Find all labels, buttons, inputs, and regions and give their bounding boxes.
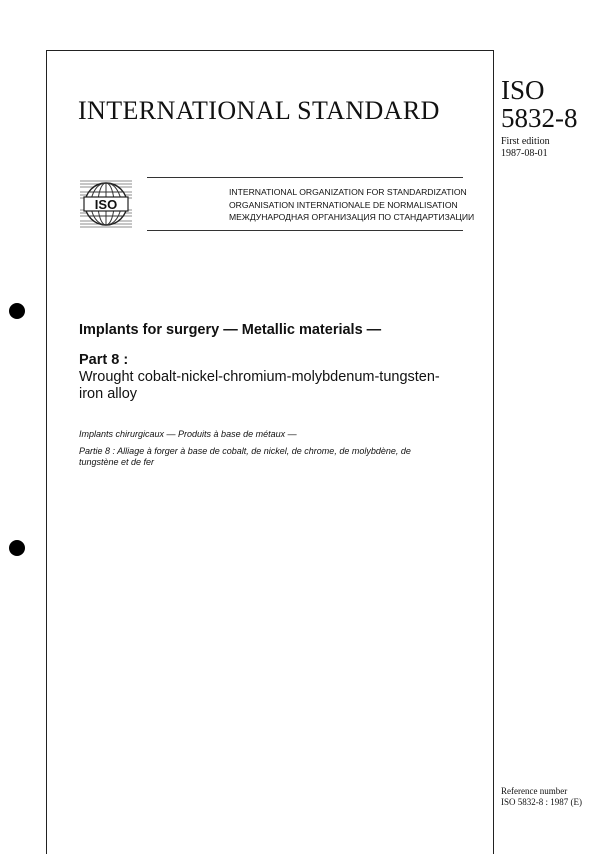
edition: First edition — [501, 136, 550, 147]
edition-date: 1987-08-01 — [501, 148, 548, 159]
org-name-english: INTERNATIONAL ORGANIZATION FOR STANDARDIZATION — [229, 187, 467, 197]
document-title: INTERNATIONAL STANDARD — [78, 96, 440, 125]
part-subtitle — [79, 369, 440, 403]
part-label: Part 8 : — [79, 352, 129, 368]
header-rule-bottom — [147, 230, 463, 231]
header-rule-top — [147, 177, 463, 178]
iso-logo-icon — [80, 178, 132, 230]
part-subtitle-line-2: iron alloy — [79, 386, 138, 402]
reference-block — [501, 786, 582, 807]
reference-number: ISO 5832-8 : 1987 (E) — [501, 796, 582, 807]
logo-text: ISO — [94, 197, 118, 212]
reference-label: Reference number — [501, 786, 568, 796]
french-part-title — [79, 446, 411, 468]
french-title: Implants chirurgicaux — Produits à base de métaux — — [79, 429, 297, 439]
iso-label: ISO — [501, 75, 545, 105]
main-title: Implants for surgery — Metallic materials — — [79, 322, 382, 338]
organization-names — [229, 186, 474, 224]
punch-hole-top — [9, 303, 25, 319]
org-name-french: ORGANISATION INTERNATIONALE DE NORMALISATION — [229, 199, 458, 210]
org-name-russian: МЕЖДУНАРОДНАЯ ОРГАНИЗАЦИЯ ПО СТАНДАРТИЗАЦИИ — [229, 212, 475, 222]
part-subtitle-line-1: Wrought cobalt-nickel-chromium-molybdenum-tungsten- — [79, 369, 440, 385]
standard-number: 5832-8 — [501, 103, 578, 133]
french-part-line-2: tungstène et de fer — [79, 457, 155, 467]
french-part-line-1: Partie 8 : Alliage à forger à base de cobalt, de nickel, de chrome, de molybdène, de — [79, 446, 411, 456]
punch-hole-bottom — [9, 540, 25, 556]
standard-identifier — [501, 76, 578, 160]
